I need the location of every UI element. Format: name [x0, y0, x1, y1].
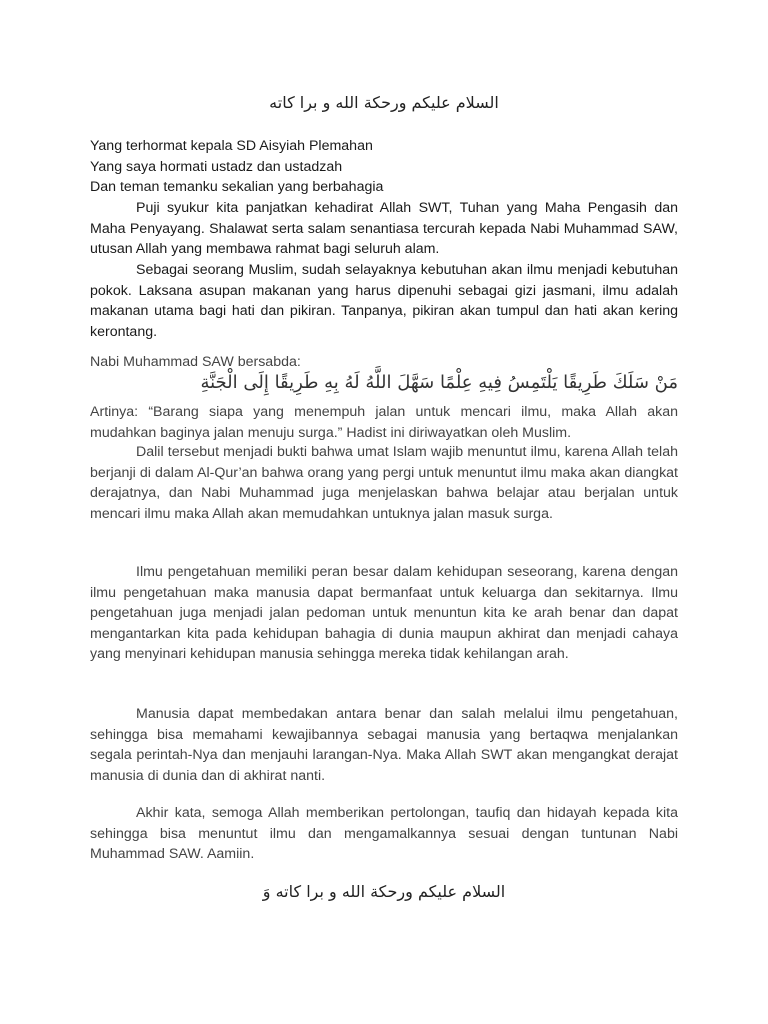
hadith-translation [90, 402, 678, 443]
opening-salam: السلام عليكم ورحكة الله و برا كاته [269, 93, 499, 112]
hadith-arabic: مَنْ سَلَكَ طَرِيقًا يَلْتَمِسُ فِيهِ عِلْمًا سَهَّلَ اللَّهُ لَهُ بِهِ طَرِيقًا إِلَى الْجَنَّةِ [200, 372, 678, 393]
greeting-line: Yang terhormat kepala SD Aisyiah Plemahan [90, 138, 373, 154]
paragraph-proof [90, 442, 678, 524]
hadith-intro [90, 352, 678, 373]
greeting-block [90, 136, 678, 198]
paragraph-text: Manusia dapat membedakan antara benar dan salah melalui ilmu pengetahuan, sehingga bisa memahami kewajibannya sebagai manusia yang bertaqwa menjalankan segala perintah-Nya dan menjauhi larangan-Nya. Maka Allah SWT akan mengangkat derajat manusia di dunia dan di akhirat nanti. [90, 706, 678, 784]
paragraph-text: Dalil tersebut menjadi bukti bahwa umat Islam wajib menuntut ilmu, karena Allah telah berjanji di dalam Al-Qur’an bahwa orang yang pergi untuk menuntut ilmu maka akan diangkat derajatnya, dan Nabi Muhammad juga menjelaskan bahwa belajar atau berjalan untuk mencari ilmu maka Allah akan memudahkan untuknya jalan masuk surga. [90, 444, 678, 522]
greeting-line: Yang saya hormati ustadz dan ustadzah [90, 158, 343, 175]
paragraph-text: Puji syukur kita panjatkan kehadirat Allah SWT, Tuhan yang Maha Pengasih dan Maha Penyayang. Shalawat serta salam senantiasa tercurah kepada Nabi Muhammad SAW, utusan Allah yang membawa rahmat bagi seluruh alam. [90, 200, 678, 257]
paragraph-knowledge-role [90, 562, 678, 665]
paragraph-closing [90, 803, 678, 865]
translation-text: Artinya: “Barang siapa yang menempuh jalan untuk mencari ilmu, maka Allah akan mudahkan baginya jalan menuju surga.” Hadist ini diriwayatkan oleh Muslim. [90, 404, 678, 441]
paragraph-needs [90, 260, 678, 342]
paragraph-praise [90, 198, 678, 260]
paragraph-distinguish [90, 704, 678, 786]
paragraph-text: Akhir kata, semoga Allah memberikan pertolongan, taufiq dan hidayah kepada kita sehingga bisa menuntut ilmu dan mengamalkannya sesuai dengan tuntunan Nabi Muhammad SAW. Aamiin. [90, 805, 678, 862]
paragraph-text: Ilmu pengetahuan memiliki peran besar dalam kehidupan seseorang, karena dengan ilmu pengetahuan maka manusia dapat bermanfaat untuk keluarga dan sekitarnya. Ilmu pengetahuan juga menjadi jalan pedoman untuk menuntun kita ke arah benar dan dapat mengantarkan kita pada kehidupan bahagia di dunia maupun akhirat dan menjadi cahaya yang menyinari kehidupan manusia sehingga mereka tidak kehilangan arah. [90, 564, 678, 662]
paragraph-text: Sebagai seorang Muslim, sudah selayaknya kebutuhan akan ilmu menjadi kebutuhan pokok. Laksana asupan makanan yang harus dipenuhi sebagai gizi jasmani, ilmu adalah makanan utama bagi hati dan pikiran. Tanpanya, pikiran akan tumpul dan hati akan kering kerontang. [90, 262, 678, 340]
closing-salam: السلام عليكم ورحكة الله و برا كاته وَ [262, 882, 506, 901]
greeting-line: Dan teman temanku sekalian yang berbahagia [90, 179, 384, 195]
hadith-intro-text: Nabi Muhammad SAW bersabda: [90, 354, 301, 370]
